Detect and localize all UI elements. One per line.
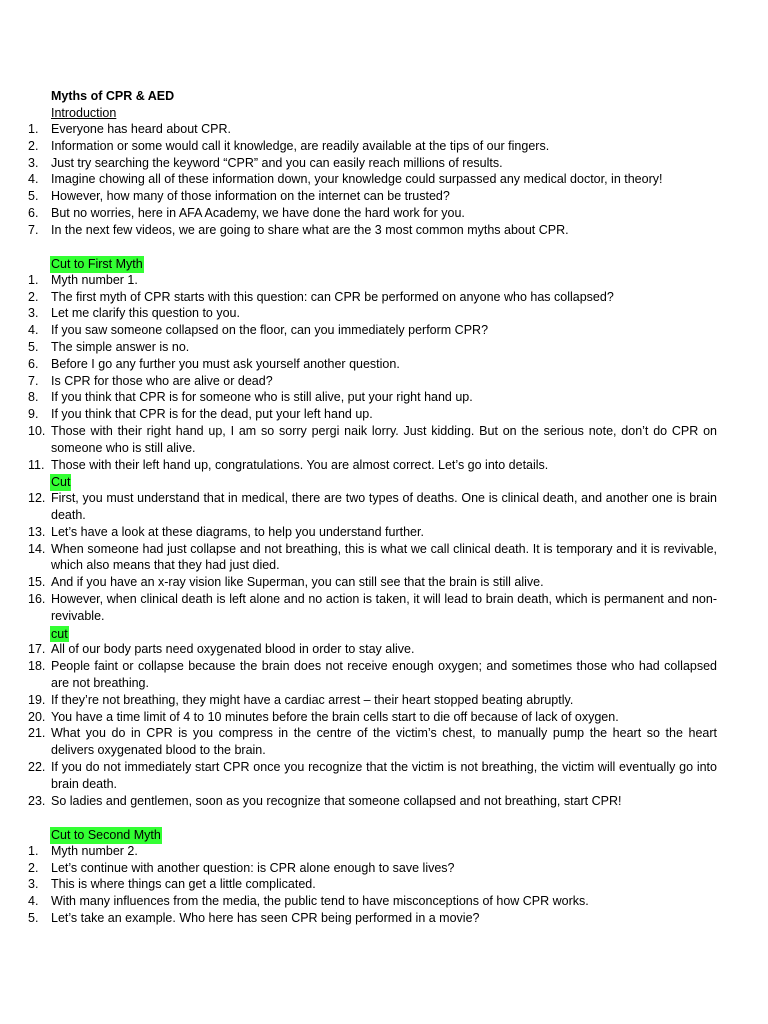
list-item-number: 3. [28, 155, 39, 170]
list-item-number: 17. [28, 642, 46, 657]
list-item-text: However, how many of those information on the internet can be trusted? [51, 189, 450, 204]
list-item-number: 15. [28, 575, 46, 590]
list-item-number: 5. [28, 910, 39, 925]
list-item [0, 138, 717, 155]
list-item-number: 6. [28, 356, 39, 371]
list-item-number: 21. [28, 726, 46, 741]
list-item-text: When someone had just collapse and not breathing, this is what we call clinical death. It is temporary and it is revivable, which also means that they had just died. [51, 541, 717, 573]
list-item-text: Let’s take an example. Who here has seen CPR being performed in a movie? [51, 910, 480, 925]
list-item-text: If they’re not breathing, they might have a cardiac arrest – their heart stopped beating abruptly. [51, 692, 574, 707]
list-item-text: Is CPR for those who are alive or dead? [51, 373, 273, 388]
list-item-number: 2. [28, 289, 39, 304]
list-item [0, 793, 717, 810]
list-item [0, 222, 717, 239]
list-item-text: People faint or collapse because the brain does not receive enough oxygen; and sometimes those who had collapsed are not breathing. [51, 659, 717, 690]
list-item-number: 19. [28, 692, 46, 707]
list-item-text: All of our body parts need oxygenated blood in order to stay alive. [51, 642, 415, 657]
list-item-number: 7. [28, 222, 39, 237]
list-item-number: 18. [28, 659, 46, 674]
list-item-text: The simple answer is no. [51, 339, 190, 354]
list-item-text: Let me clarify this question to you. [51, 306, 240, 321]
list-item [0, 709, 717, 726]
list-item-text: In the next few videos, we are going to share what are the 3 most common myths about CPR. [51, 222, 569, 237]
list-item-number: 11. [28, 457, 45, 472]
intro-list [0, 121, 768, 239]
list-item [0, 541, 717, 575]
list-item-number: 10. [28, 423, 46, 438]
list-item-text: Let’s continue with another question: is CPR alone enough to save lives? [51, 860, 455, 875]
list-item [0, 423, 717, 457]
list-item [0, 155, 717, 172]
list-item-number: 1. [28, 272, 39, 287]
list-item [0, 692, 717, 709]
list-item [0, 641, 717, 658]
list-item [0, 305, 717, 322]
list-item [0, 725, 717, 759]
list-item-number: 1. [28, 843, 39, 858]
list-item-text: If you think that CPR is for someone who is still alive, put your right hand up. [51, 390, 473, 405]
list-item-number: 4. [28, 894, 39, 909]
list-item-number: 4. [28, 323, 39, 338]
list-item-number: 13. [28, 524, 46, 539]
list-item [0, 289, 717, 306]
list-item-text: The first myth of CPR starts with this question: can CPR be performed on anyone who has collapsed? [51, 289, 614, 304]
list-item-text: If you think that CPR is for the dead, put your left hand up. [51, 407, 373, 422]
list-item-text: Those with their right hand up, I am so sorry pergi naik lorry. Just kidding. But on the serious note, don’t do CPR on someone who is still alive. [51, 423, 717, 455]
list-item [0, 759, 717, 793]
list-item [0, 658, 717, 692]
list-item [0, 406, 717, 423]
introduction-heading: Introduction [51, 106, 117, 120]
list-item [0, 876, 717, 893]
list-item-text: If you do not immediately start CPR once you recognize that the victim is not breathing, the victim will eventually go into brain death. [51, 759, 717, 791]
list-item-number: 3. [28, 877, 39, 892]
list-item-number: 12. [28, 491, 46, 506]
cut-label-lower: cut [51, 626, 68, 641]
list-item-number: 23. [28, 793, 46, 808]
list-item-text: Imagine chowing all of these information down, your knowledge could surpassed any medical doctor, in theory! [51, 172, 663, 187]
list-item [0, 591, 717, 625]
list-item-text: Let’s have a look at these diagrams, to help you understand further. [51, 524, 424, 539]
list-item-text: So ladies and gentlemen, soon as you recognize that someone collapsed and not breathing, start CPR! [51, 793, 622, 808]
first-myth-list-a [0, 272, 768, 474]
intro-list-block [0, 121, 768, 239]
list-item-number: 5. [28, 189, 39, 204]
list-item [0, 121, 717, 138]
list-item-text: Before I go any further you must ask yourself another question. [51, 356, 400, 371]
list-item-text: With many influences from the media, the public tend to have misconceptions of how CPR works. [51, 894, 589, 909]
document-title: Myths of CPR & AED [51, 89, 175, 103]
list-item-text: Just try searching the keyword “CPR” and you can easily reach millions of results. [51, 155, 503, 170]
first-myth-list-c [0, 641, 768, 809]
list-item-text: You have a time limit of 4 to 10 minutes before the brain cells start to die off because of lack of oxygen. [51, 709, 619, 724]
list-item [0, 322, 717, 339]
list-item [0, 188, 717, 205]
list-item [0, 389, 717, 406]
list-item [0, 356, 717, 373]
list-item-number: 1. [28, 122, 39, 136]
list-item-number: 7. [28, 373, 39, 388]
list-item-text: Information or some would call it knowledge, are readily available at the tips of our fingers. [51, 138, 550, 153]
list-item [0, 524, 717, 541]
second-myth-block [0, 826, 768, 927]
list-item [0, 843, 717, 860]
list-item-number: 22. [28, 759, 46, 774]
list-item-text: Myth number 2. [51, 843, 138, 858]
list-item-text: But no worries, here in AFA Academy, we have done the hard work for you. [51, 205, 465, 220]
list-item [0, 373, 717, 390]
list-item-text: Those with their left hand up, congratulations. You are almost correct. Let’s go into details. [51, 457, 549, 472]
list-item-number: 9. [28, 407, 39, 422]
list-item [0, 171, 717, 188]
list-item [0, 574, 717, 591]
first-myth-block [0, 255, 768, 809]
list-item [0, 490, 717, 524]
list-item-text: This is where things can get a little complicated. [51, 877, 316, 892]
list-item [0, 910, 717, 927]
list-item-text: What you do in CPR is you compress in the centre of the victim’s chest, to manually pump the heart so the heart delivers oxygenated blood to the brain. [51, 726, 717, 758]
list-item [0, 339, 717, 356]
list-item-number: 8. [28, 390, 39, 405]
list-item-number: 5. [28, 339, 39, 354]
second-myth-list [0, 843, 768, 927]
list-item [0, 860, 717, 877]
list-item [0, 893, 717, 910]
list-item-text: Myth number 1. [51, 272, 138, 287]
list-item-number: 2. [28, 860, 39, 875]
list-item-number: 20. [28, 709, 46, 724]
list-item-text: And if you have an x-ray vision like Superman, you can still see that the brain is still alive. [51, 575, 544, 590]
list-item-number: 14. [28, 541, 46, 556]
list-item [0, 457, 717, 474]
list-item-text: Everyone has heard about CPR. [51, 122, 231, 136]
list-item-text: First, you must understand that in medical, there are two types of deaths. One is clinical death, and another one is brain death. [51, 491, 717, 522]
list-item-number: 6. [28, 205, 39, 220]
list-item-number: 4. [28, 172, 39, 187]
list-item [0, 205, 717, 222]
list-item-number: 2. [28, 138, 39, 153]
cut-label: Cut [51, 475, 71, 490]
list-item-number: 3. [28, 306, 39, 321]
section-label-second-myth: Cut to Second Myth [51, 828, 161, 842]
list-item-text: However, when clinical death is left alone and no action is taken, it will lead to brain death, which is permanent and non-revivable. [51, 591, 717, 623]
list-item-text: If you saw someone collapsed on the floor, can you immediately perform CPR? [51, 323, 489, 338]
section-label-first-myth: Cut to First Myth [51, 257, 143, 271]
list-item-number: 16. [28, 591, 46, 606]
first-myth-list-b [0, 490, 768, 624]
list-item [0, 272, 717, 289]
